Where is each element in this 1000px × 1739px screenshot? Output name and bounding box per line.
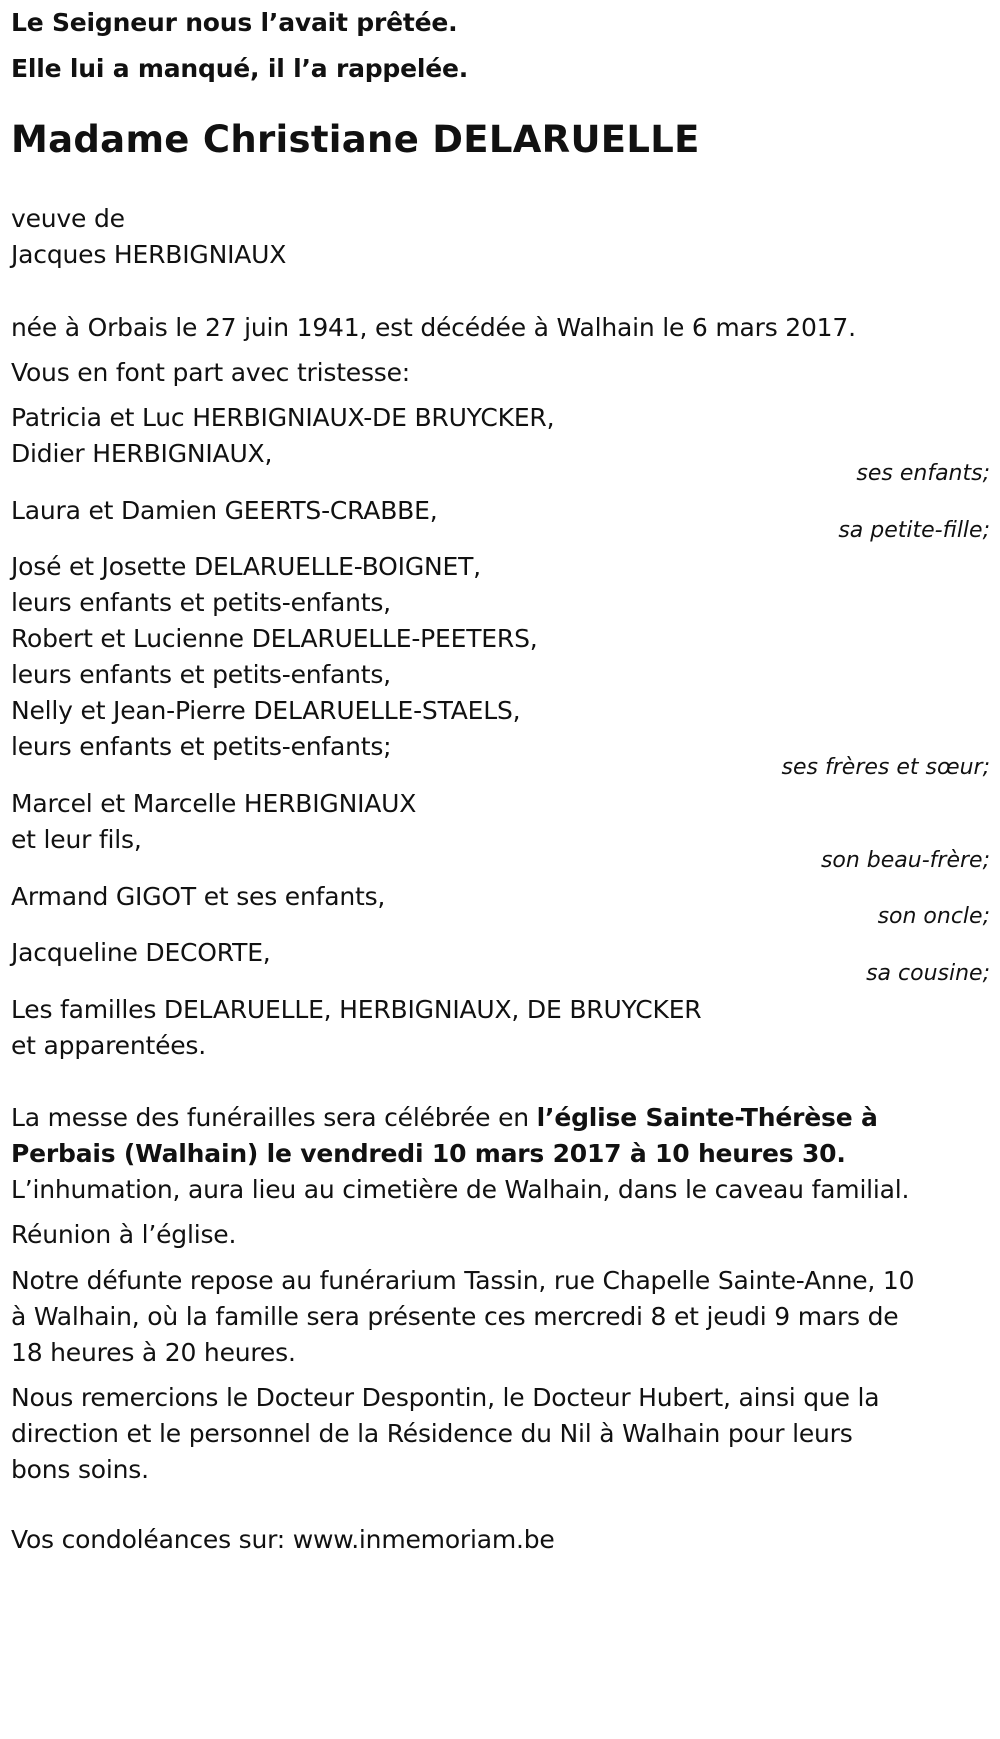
uncle-line-1: Armand GIGOT et ses enfants, [11, 882, 386, 911]
children-line-2: Didier HERBIGNIAUX, [11, 439, 273, 468]
granddaughter-relation: sa petite-fille; [838, 518, 990, 543]
burial-text: L’inhumation, aura lieu au cimetière de Walhain, dans le caveau familial. [11, 1175, 910, 1204]
mass-announcement-line-2: Perbais (Walhain) le vendredi 10 mars 2017 à 10 heures 30. [11, 1139, 846, 1168]
granddaughter-line-1: Laura et Damien GEERTS-CRABBE, [11, 496, 438, 525]
thanks-line-1: Nous remercions le Docteur Despontin, le Docteur Hubert, ainsi que la [11, 1383, 880, 1412]
rest-line-3: 18 heures à 20 heures. [11, 1338, 296, 1367]
page-title: Madame Christiane DELARUELLE [11, 118, 700, 161]
rest-line-1: Notre défunte repose au funérarium Tassin, rue Chapelle Sainte-Anne, 10 [11, 1266, 915, 1295]
spouse-label: veuve de [11, 204, 125, 233]
cousin-line-1: Jacqueline DECORTE, [11, 938, 271, 967]
meeting-text: Réunion à l’église. [11, 1220, 237, 1249]
thanks-line-3: bons soins. [11, 1455, 149, 1484]
mass-announcement-line-1 [11, 1099, 878, 1137]
rest-line-2: à Walhain, où la famille sera présente ces mercredi 8 et jeudi 9 mars de [11, 1302, 899, 1331]
siblings-line-4: leurs enfants et petits-enfants, [11, 660, 391, 689]
families-line-1: Les familles DELARUELLE, HERBIGNIAUX, DE BRUYCKER [11, 995, 702, 1024]
children-line-1: Patricia et Luc HERBIGNIAUX-DE BRUYCKER, [11, 403, 555, 432]
spouse-name: Jacques HERBIGNIAUX [11, 240, 287, 269]
cousin-relation: sa cousine; [866, 961, 990, 986]
mass-prefix: La messe des funérailles sera célébrée en [11, 1103, 537, 1132]
uncle-relation: son oncle; [877, 904, 990, 929]
quote-line-1: Le Seigneur nous l’avait prêtée. [11, 8, 458, 37]
brotherinlaw-line-1: Marcel et Marcelle HERBIGNIAUX [11, 789, 417, 818]
quote-line-2: Elle lui a manqué, il l’a rappelée. [11, 54, 469, 83]
siblings-line-3: Robert et Lucienne DELARUELLE-PEETERS, [11, 624, 538, 653]
condolences-text: Vos condoléances sur: www.inmemoriam.be [11, 1525, 555, 1554]
siblings-line-5: Nelly et Jean-Pierre DELARUELLE-STAELS, [11, 696, 521, 725]
intro-text: Vous en font part avec tristesse: [11, 358, 411, 387]
brotherinlaw-relation: son beau-frère; [820, 848, 990, 873]
children-relation: ses enfants; [856, 461, 990, 486]
siblings-line-1: José et Josette DELARUELLE-BOIGNET, [11, 552, 481, 581]
siblings-line-2: leurs enfants et petits-enfants, [11, 588, 391, 617]
siblings-line-6: leurs enfants et petits-enfants; [11, 732, 392, 761]
mass-church: l’église Sainte-Thérèse à [536, 1103, 878, 1132]
thanks-line-2: direction et le personnel de la Résidence du Nil à Walhain pour leurs [11, 1419, 853, 1448]
siblings-relation: ses frères et sœur; [781, 755, 990, 780]
families-line-2: et apparentées. [11, 1031, 206, 1060]
brotherinlaw-line-2: et leur fils, [11, 825, 142, 854]
birth-death-text: née à Orbais le 27 juin 1941, est décédée à Walhain le 6 mars 2017. [11, 313, 856, 342]
